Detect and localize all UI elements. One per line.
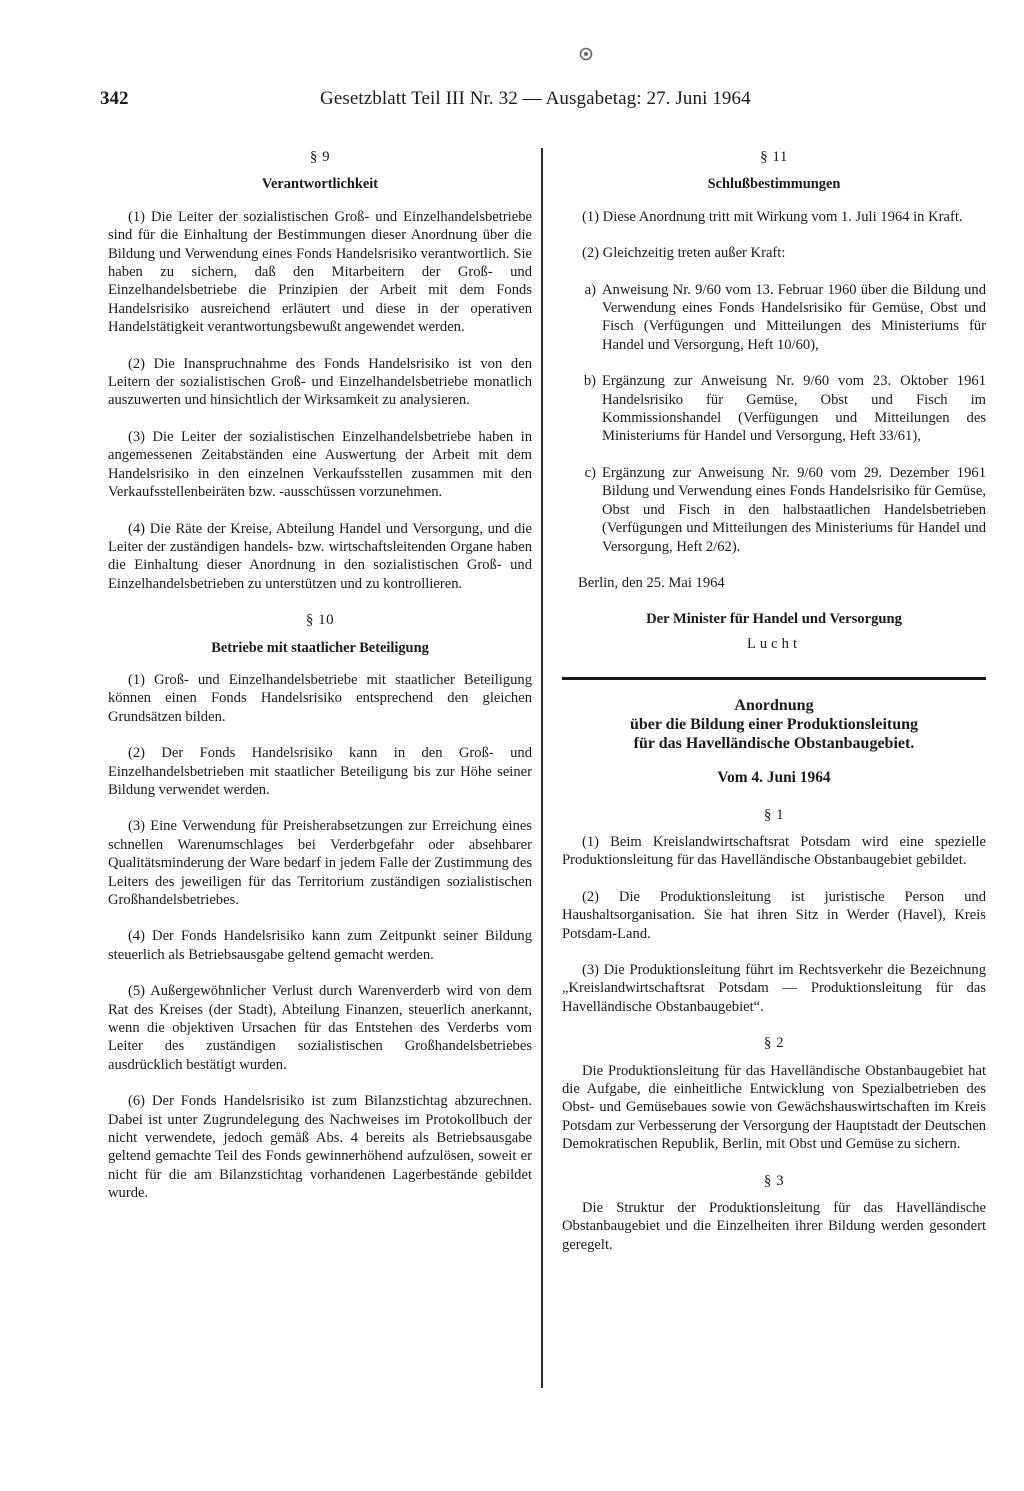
paragraph: (1) Diese Anordnung tritt mit Wirkung vom 1. Juli 1964 in Kraft. [582, 208, 963, 225]
paragraph: (2) Die Produktionsleitung ist juristische Person und Haushaltsorganisation. Sie hat ihren Sitz in Werder (Havel), Kreis Potsdam-Land. [562, 888, 986, 942]
column-divider [541, 148, 543, 1388]
decree-title-line: über die Bildung einer Produktionsleitung [629, 716, 919, 734]
decree-date: Vom 4. Juni 1964 [717, 769, 831, 787]
paragraph: (3) Die Produktionsleitung führt im Rechtsverkehr die Bezeichnung „Kreislandwirtschaftsrat Potsdam — Produktionsleitung für das Havelländische Obstanbaugebiet“. [562, 961, 986, 1015]
section-rule [562, 677, 986, 680]
paragraph: (3) Die Leiter der sozialistischen Einzelhandelsbetriebe haben in angemessenen Zeitabständen eine Auswertung der Arbeit mit dem Handelsrisiko in den einzelnen Verkaufsstellen zusammen mit den Verkaufsstellenbeiräten bzw. -ausschüssen vorzunehmen. [108, 428, 532, 501]
paragraph: (3) Eine Verwendung für Preisherabsetzungen zur Erreichung eines schnellen Warenumschlages bei Verderbgefahr oder absehbarer Qualitätsminderung der Ware bedarf in jedem Falle der Zustimmung des Leiters des jeweiligen für das Territorium zuständigen sozialistischen Großhandelsbetriebes. [108, 818, 532, 908]
decree [562, 696, 986, 1254]
signature-block [562, 574, 986, 653]
paragraph: (4) Der Fonds Handelsrisiko kann zum Zeitpunkt seiner Bildung steuerlich als Betriebsausgabe geltend gemacht werden. [108, 928, 532, 963]
list-item [562, 464, 986, 556]
list-letter: c) [584, 464, 596, 481]
section-10 [108, 611, 532, 1203]
paragraph: (1) Die Leiter der sozialistischen Groß- und Einzelhandelsbetriebe sind für die Einhaltung der Bestimmungen dieser Anordnung über die Bildung und Verwendung eines Fonds Handelsrisiko verantwortlich. Sie haben zu sichern, daß den Mitarbeitern der Groß- und Einzelhandelsbetriebe die Prinzipien der Arbeit mit dem Fonds Handelsrisiko ausreichend erläutert und diese in der operativen Handelstätigkeit verantwortungsbewußt angewendet werden. [108, 208, 532, 336]
list-text: Anweisung Nr. 9/60 vom 13. Februar 1960 über die Bildung und Verwendung eines Fonds Handelsrisiko für Gemüse, Obst und Fisch (Verfügungen und Mitteilungen des Ministeriums für Handel und Versorgung, Heft 10/60), [602, 281, 986, 353]
section-title: Schlußbestimmungen [707, 176, 841, 193]
paragraph: (5) Außergewöhnlicher Verlust durch Warenverderb wird von dem Rat des Kreises (der Stadt), Abteilung Finanzen, steuerlich anerkannt, wenn die objektiven Ursachen für das Entstehen des Verderbs vom Leiter des zuständigen sozialistischen Großhandelsbetriebes ausdrücklich bestätigt wurden. [108, 983, 532, 1073]
decree-section-1 [562, 806, 986, 1017]
paragraph: (1) Groß- und Einzelhandelsbetriebe mit staatlicher Beteiligung können einen Fonds Handelsrisiko entsprechend den gleichen Grundsätzen bilden. [108, 671, 532, 725]
list-text: Ergänzung zur Anweisung Nr. 9/60 vom 29. Dezember 1961 Bildung und Verwendung eines Fonds Handelsrisiko für Gemüse, Obst und Fisch in den halbstaatlichen Handelsbetrieben (Verfügungen und Mitteilungen des Ministeriums für Handel und Versorgung, Heft 2/62). [602, 464, 986, 555]
list-letter: b) [583, 373, 596, 390]
decree-title-line: für das Havelländische Obstanbaugebiet. [633, 735, 915, 753]
paragraph: (1) Beim Kreislandwirtschaftsrat Potsdam wird eine spezielle Produktionsleitung für das Havelländische Obstanbaugebiet gebildet. [562, 833, 986, 869]
section-number: § 11 [760, 149, 788, 165]
section-title: Betriebe mit staatlicher Beteiligung [211, 639, 429, 656]
decree-section-2 [562, 1034, 986, 1153]
paragraph: (2) Der Fonds Handelsrisiko kann in den Groß- und Einzelhandelsbetrieben mit staatlicher Beteiligung bis zur Höhe seiner Bildung verwendet werden. [108, 745, 532, 798]
list-item [562, 372, 986, 446]
minister-title: Der Minister für Handel und Versorgung [646, 611, 902, 628]
list-item [562, 281, 986, 355]
paragraph: (2) Gleichzeitig treten außer Kraft: [582, 245, 786, 262]
list-text: Ergänzung zur Anweisung Nr. 9/60 vom 23. Oktober 1961 Handelsrisiko für Gemüse, Obst und Fisch im Kommissionshandel (Verfügungen und Mitteilungen des Ministeriums für Handel und Versorgung, Heft 33/61), [602, 373, 986, 445]
place-date: Berlin, den 25. Mai 1964 [578, 574, 725, 591]
section-number: § 2 [763, 1035, 785, 1052]
gazette-title: Gesetzblatt Teil III Nr. 32 — Ausgabetag: 27. Juni 1964 [320, 88, 751, 109]
seal-icon [578, 46, 594, 62]
decree-title-line: Anordnung [734, 697, 814, 715]
section-number: § 1 [763, 806, 785, 823]
paragraph: (4) Die Räte der Kreise, Abteilung Handel und Versorgung, und die Leiter der zuständigen handels- bzw. wirtschaftsleitenden Organe haben die Einhaltung dieser Anordnung in den sozialistischen Groß- und Einzelhandelsbetrieben zu unterstützen und zu kontrollieren. [108, 520, 532, 592]
decree-title [562, 696, 986, 753]
decree-section-3 [562, 1172, 986, 1255]
section-9 [108, 148, 532, 593]
section-number: § 10 [305, 612, 335, 629]
section-title: Verantwortlichkeit [261, 176, 379, 193]
paragraph: (2) Die Inanspruchnahme des Fonds Handelsrisiko ist von den Leitern der sozialistischen Groß- und Einzelhandelsbetriebe monatlich auszuwerten und hinsichtlich der Wirksamkeit zu analysieren. [108, 355, 532, 409]
right-column [562, 146, 986, 1272]
minister-name: Lucht [746, 635, 802, 652]
left-column [108, 146, 532, 1221]
page-number: 342 [100, 88, 129, 109]
paragraph: (6) Der Fonds Handelsrisiko ist zum Bilanzstichtag abzurechnen. Dabei ist unter Zugrundelegung des Nachweises im Protokollbuch der nicht verwendete, jedoch gemäß Abs. 4 bereits als Betriebsausgabe geltend gemachte Teil des Fonds gewinnerhöhend aufzulösen, soweit er nicht für die am Bilanzstichtag vorhandenen Lagerbestände gebildet wurde. [108, 1093, 532, 1202]
page-header [100, 88, 960, 112]
section-11 [562, 148, 986, 556]
list-letter: a) [584, 281, 596, 298]
paragraph: Die Struktur der Produktionsleitung für das Havelländische Obstanbaugebiet und die Einzelheiten ihrer Bildung werden gesondert geregelt. [562, 1200, 986, 1253]
section-number: § 3 [763, 1172, 785, 1189]
section-number: § 9 [309, 149, 331, 165]
paragraph: Die Produktionsleitung für das Havelländische Obstanbaugebiet hat die Aufgabe, die einheitliche Entwicklung von Spezialbetrieben des Obst- und Gemüsebaues sowie von Gewächshauswirtschaften im Kreis Potsdam zur Verbesserung der Versorgung der Hauptstadt der Deutschen Demokratischen Republik, Berlin, mit Obst und Gemüse zu sichern. [562, 1062, 986, 1153]
